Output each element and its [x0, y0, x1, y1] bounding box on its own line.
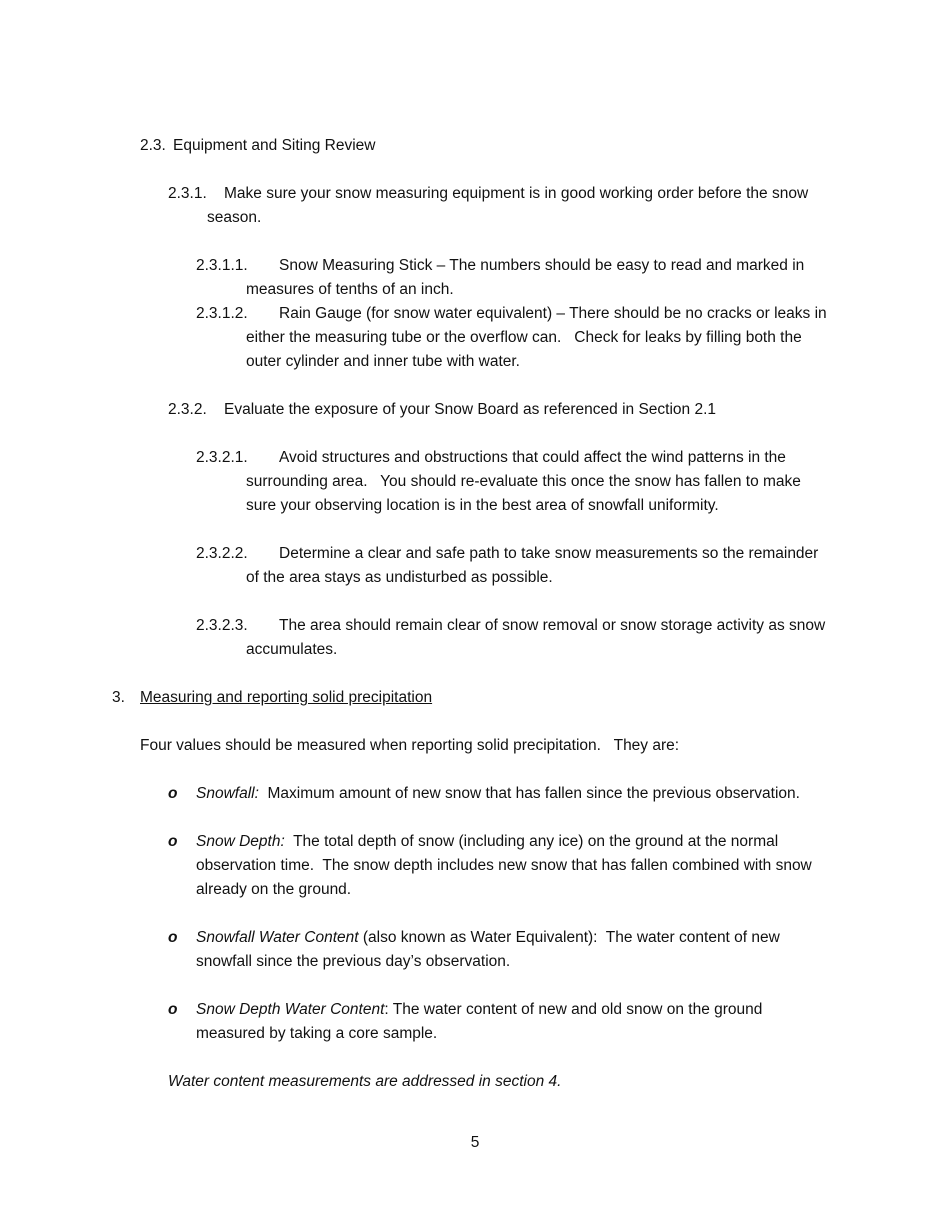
item-2-3-1-1-line2: measures of tenths of an inch. [246, 281, 454, 298]
item-2-3-1-2-line2: either the measuring tube or the overflow can. Check for leaks by filling both the [246, 329, 802, 346]
item-2-3-1-1-line1: Snow Measuring Stick – The numbers should be easy to read and marked in [279, 257, 805, 274]
page-number: 5 [470, 1134, 480, 1151]
item-2-3-2-2-line2: of the area stays as undisturbed as possible. [246, 569, 553, 586]
bullet-marker-2: o [168, 833, 178, 850]
item-2-3-1-line1: Make sure your snow measuring equipment is in good working order before the snow [224, 185, 809, 202]
bullet-3-line2: snowfall since the previous day’s observation. [196, 953, 511, 970]
bullet-marker-4: o [168, 1001, 178, 1018]
item-2-3-2-1-line3: sure your observing location is in the best area of snowfall uniformity. [246, 497, 719, 514]
item-2-3-2-2-number: 2.3.2.2. [196, 545, 248, 562]
item-2-3-2-3-line2: accumulates. [246, 641, 338, 658]
item-2-3-2-3-line1: The area should remain clear of snow removal or snow storage activity as snow [279, 617, 826, 634]
bullet-marker-1: o [168, 785, 178, 802]
bullet-4-line1 [196, 998, 762, 1022]
item-2-3-1-2-number: 2.3.1.2. [196, 305, 248, 322]
section-3-note: Water content measurements are addressed in section 4. [168, 1073, 562, 1090]
bullet-2-line2: observation time. The snow depth includes new snow that has fallen combined with snow [196, 857, 812, 874]
bullet-3-term: Snowfall Water Content [196, 929, 359, 946]
item-2-3-2-1-line2: surrounding area. You should re-evaluate this once the snow has fallen to make [246, 473, 801, 490]
bullet-3-line1 [196, 926, 780, 950]
bullet-4-term: Snow Depth Water Content [196, 1001, 385, 1018]
bullet-2-line3: already on the ground. [196, 881, 352, 898]
item-2-3-1-2-line3: outer cylinder and inner tube with water. [246, 353, 520, 370]
section-3-intro: Four values should be measured when reporting solid precipitation. They are: [140, 737, 680, 754]
item-2-3-2-text: Evaluate the exposure of your Snow Board as referenced in Section 2.1 [224, 401, 716, 418]
section-3-title: Measuring and reporting solid precipitation [140, 689, 433, 706]
bullet-marker-3: o [168, 929, 178, 946]
item-2-3-1-1-number: 2.3.1.1. [196, 257, 248, 274]
item-2-3-2-3-number: 2.3.2.3. [196, 617, 248, 634]
bullet-2-term: Snow Depth: [196, 833, 285, 850]
bullet-2-text: The total depth of snow (including any ice) on the ground at the normal [284, 833, 779, 850]
section-2-3-number: 2.3. [140, 137, 166, 154]
bullet-1-term: Snowfall: [196, 785, 259, 802]
item-2-3-2-2-line1: Determine a clear and safe path to take snow measurements so the remainder [279, 545, 819, 562]
bullet-4-text: : The water content of new and old snow on the ground [384, 1001, 763, 1018]
item-2-3-1-2-line1: Rain Gauge (for snow water equivalent) – There should be no cracks or leaks in [279, 305, 827, 322]
item-2-3-2-number: 2.3.2. [168, 401, 207, 418]
item-2-3-2-1-number: 2.3.2.1. [196, 449, 248, 466]
section-3-number: 3. [112, 689, 125, 706]
item-2-3-1-number: 2.3.1. [168, 185, 207, 202]
bullet-1-text: Maximum amount of new snow that has fallen since the previous observation. [258, 785, 800, 802]
bullet-3-text: (also known as Water Equivalent): The water content of new [358, 929, 780, 946]
bullet-4-line2: measured by taking a core sample. [196, 1025, 438, 1042]
section-2-3-title: Equipment and Siting Review [173, 137, 376, 154]
bullet-2-line1 [196, 830, 778, 854]
item-2-3-2-1-line1: Avoid structures and obstructions that could affect the wind patterns in the [279, 449, 786, 466]
item-2-3-1-line2: season. [207, 209, 262, 226]
bullet-1-line1 [196, 782, 800, 806]
